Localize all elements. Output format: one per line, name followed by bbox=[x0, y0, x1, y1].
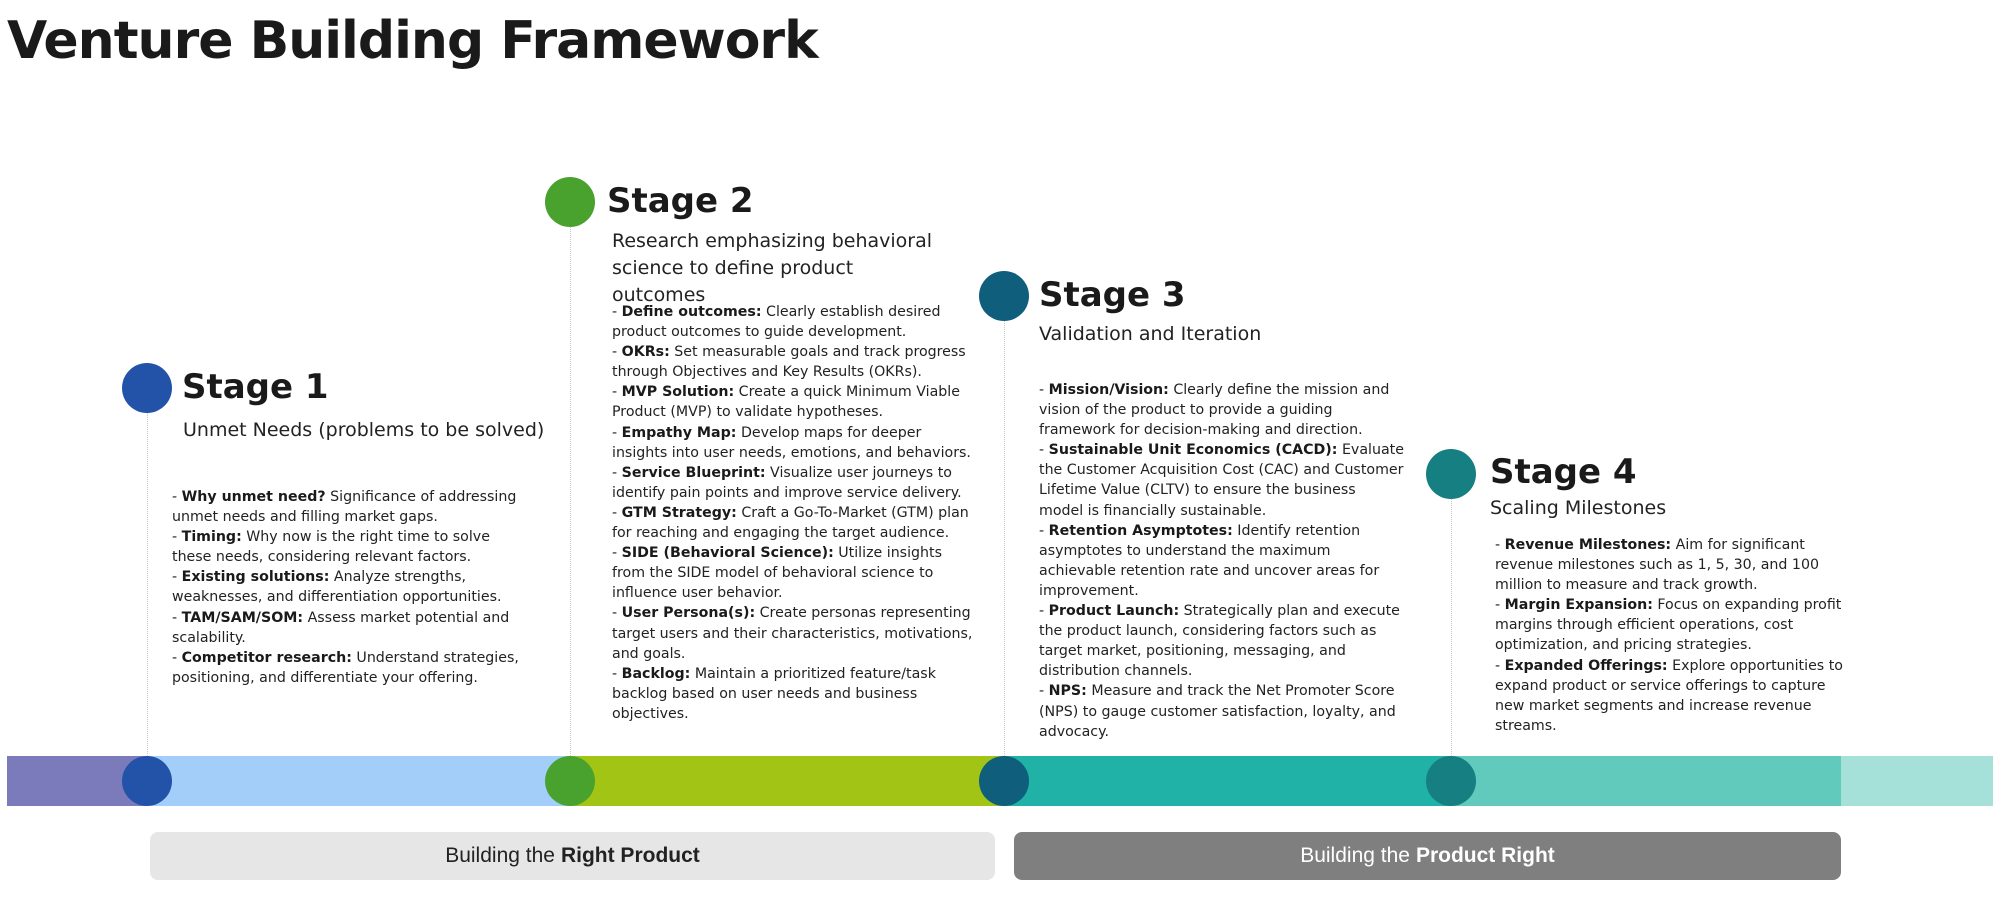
timeline-segment-stage-3-to-4 bbox=[1004, 756, 1451, 806]
timeline-stage-3-marker-icon bbox=[979, 756, 1029, 806]
phase-building-right-product bbox=[150, 832, 995, 880]
stage-3-title: Stage 3 bbox=[1039, 275, 1186, 315]
bullet-item: - User Persona(s): Create personas representing target users and their characteristics, motivations, and goals. bbox=[612, 605, 973, 662]
stage-1-marker-icon bbox=[122, 363, 172, 413]
bullet-item: - Empathy Map: Develop maps for deeper insights into user needs, emotions, and behaviors. bbox=[612, 424, 971, 461]
phase-prefix: Building the bbox=[1300, 844, 1410, 867]
bullet-item: - Product Launch: Strategically plan and execute the product launch, considering factors such as target market, positioning, messaging, and distribution channels. bbox=[1039, 603, 1400, 680]
stage-4-bullets bbox=[1495, 535, 1850, 736]
timeline-segment-stage-1-to-2 bbox=[147, 756, 570, 806]
phase-emphasis: Right Product bbox=[560, 844, 700, 867]
stage-3-connector bbox=[1004, 320, 1005, 756]
timeline-segment-stage-2-to-3 bbox=[570, 756, 1004, 806]
stage-4-subtitle: Scaling Milestones bbox=[1490, 497, 1667, 519]
bullet-item: - Existing solutions: Analyze strengths, weaknesses, and differentiation opportunities. bbox=[172, 569, 502, 606]
stage-2-title: Stage 2 bbox=[607, 181, 754, 221]
stage-1-connector bbox=[147, 412, 148, 756]
bullet-item: - Define outcomes: Clearly establish desired product outcomes to guide development. bbox=[612, 304, 941, 341]
stage-1-subtitle: Unmet Needs (problems to be solved) bbox=[183, 419, 545, 441]
bullet-item: - Service Blueprint: Visualize user journeys to identify pain points and improve service delivery. bbox=[612, 464, 962, 501]
bullet-item: - TAM/SAM/SOM: Assess market potential and scalability. bbox=[172, 609, 510, 646]
stage-1-bullets bbox=[172, 487, 532, 688]
phase-prefix: Building the bbox=[445, 844, 555, 867]
timeline-segment-stage-4 bbox=[1451, 756, 1841, 806]
page-title: Venture Building Framework bbox=[7, 11, 818, 71]
stage-4-title: Stage 4 bbox=[1490, 452, 1637, 492]
bullet-item: - Backlog: Maintain a prioritized feature/task backlog based on user needs and business objectives. bbox=[612, 665, 936, 722]
timeline-stage-1-marker-icon bbox=[122, 756, 172, 806]
stage-4-marker-icon bbox=[1426, 449, 1476, 499]
bullet-item: - Revenue Milestones: Aim for significant revenue milestones such as 1, 5, 30, and 100 million to measure and track growth. bbox=[1495, 537, 1820, 594]
bullet-item: - Retention Asymptotes: Identify retention asymptotes to understand the maximum achievable retention rate and uncover areas for improvement. bbox=[1039, 522, 1380, 599]
bullet-item: - GTM Strategy: Craft a Go-To-Market (GTM) plan for reaching and engaging the target audience. bbox=[612, 504, 969, 542]
bullet-item: - Margin Expansion: Focus on expanding profit margins through efficient operations, cost optimization, and pricing strategies. bbox=[1495, 597, 1842, 654]
stage-2-bullets bbox=[612, 302, 977, 724]
stage-2-marker-icon bbox=[545, 177, 595, 227]
bullet-item: - Expanded Offerings: Explore opportunities to expand product or service offerings to capture new market segments and increase revenue streams. bbox=[1495, 657, 1843, 734]
bullet-item: - Mission/Vision: Clearly define the mission and vision of the product to provide a guiding framework for decision-making and direction. bbox=[1039, 382, 1390, 439]
bullet-item: - Timing: Why now is the right time to solve these needs, considering relevant factors. bbox=[172, 529, 490, 566]
timeline-stage-2-marker-icon bbox=[545, 756, 595, 806]
bullet-item: - Why unmet need? Significance of addressing unmet needs and filling market gaps. bbox=[172, 489, 517, 526]
stage-1-title: Stage 1 bbox=[182, 367, 329, 407]
stage-2-subtitle: Research emphasizing behavioral science to define product outcomes bbox=[612, 230, 933, 306]
stage-3-bullets bbox=[1039, 380, 1404, 742]
bullet-item: - MVP Solution: Create a quick Minimum Viable Product (MVP) to validate hypotheses. bbox=[612, 384, 960, 421]
phase-emphasis: Product Right bbox=[1415, 844, 1555, 867]
stage-3-subtitle: Validation and Iteration bbox=[1039, 323, 1262, 345]
stage-3-marker-icon bbox=[979, 271, 1029, 321]
timeline-segment-post-stage-4 bbox=[1841, 756, 1993, 806]
bullet-item: - Sustainable Unit Economics (CACD): Evaluate the Customer Acquisition Cost (CAC) and Customer Lifetime Value (CLTV) to ensure the business model is financially sustainable. bbox=[1039, 442, 1404, 519]
phase-building-product-right bbox=[1014, 832, 1841, 880]
stage-2-connector bbox=[570, 226, 571, 756]
bullet-item: - OKRs: Set measurable goals and track progress through Objectives and Key Results (OKRs). bbox=[612, 344, 966, 381]
bullet-item: - SIDE (Behavioral Science): Utilize insights from the SIDE model of behavioral science to influence user behavior. bbox=[612, 545, 942, 602]
stage-4-connector bbox=[1451, 498, 1452, 756]
bullet-item: - Competitor research: Understand strategies, positioning, and differentiate your offering. bbox=[172, 649, 519, 686]
timeline-stage-4-marker-icon bbox=[1426, 756, 1476, 806]
bullet-item: - NPS: Measure and track the Net Promoter Score (NPS) to gauge customer satisfaction, loyalty, and advocacy. bbox=[1039, 683, 1396, 740]
